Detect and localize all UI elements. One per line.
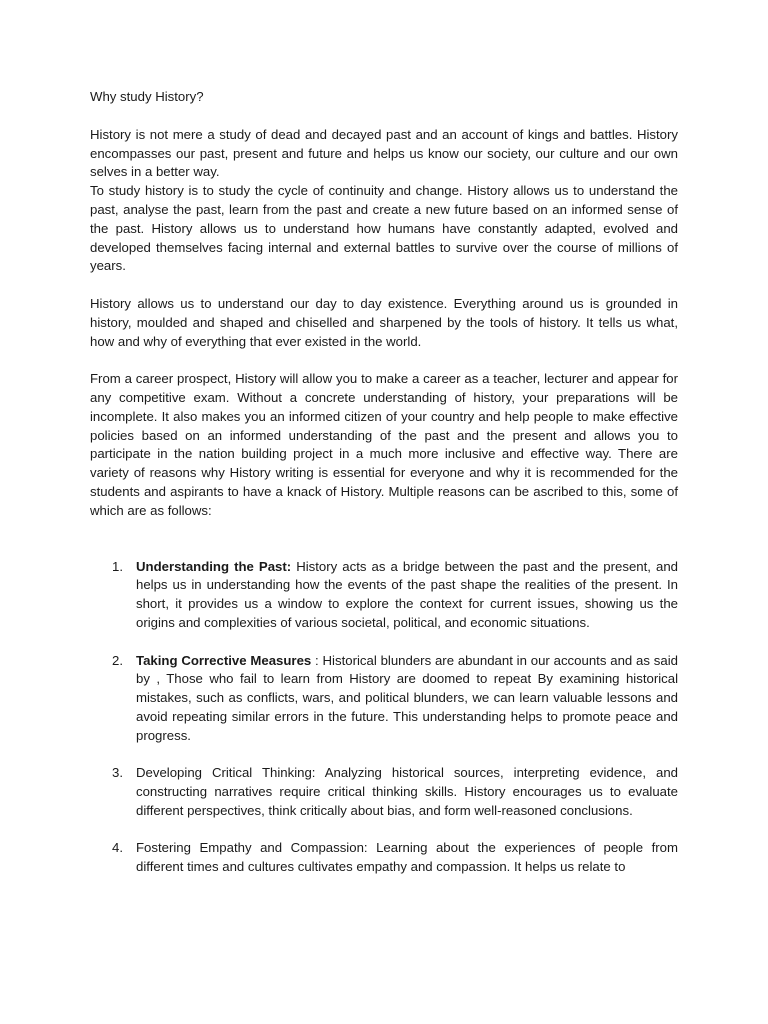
paragraph-spacer bbox=[90, 276, 678, 295]
list-number: 3. bbox=[112, 765, 123, 781]
paragraph-spacer bbox=[90, 351, 678, 370]
list-item-text bbox=[136, 558, 678, 633]
list-number: 2. bbox=[112, 652, 123, 668]
list-item-body: Fostering Empathy and Compassion: Learning about the experiences of people from different times and cultures cultivates empathy and compassion. It helps us relate to bbox=[136, 840, 678, 875]
document-page bbox=[90, 88, 678, 896]
list-item-body: History acts as a bridge between the past and the present, and helps us in understanding how the events of the past shape the realities of the present. In short, it provides us a window to explore the context for current issues, showing us the origins and complexities of various societal, political, and economic situations. bbox=[136, 558, 678, 630]
list-item-text bbox=[136, 839, 678, 877]
list-number: 4. bbox=[112, 840, 123, 856]
list-item bbox=[90, 764, 678, 820]
list-item-text bbox=[136, 764, 678, 820]
list-item bbox=[90, 558, 678, 633]
document-title: Why study History? bbox=[90, 89, 204, 104]
list-item-body: Developing Critical Thinking: Analyzing historical sources, interpreting evidence, and constructing narratives require critical thinking skills. History encourages us to evaluate different perspectives, think critically about bias, and form well-reasoned conclusions. bbox=[136, 765, 678, 818]
list-item-heading: Understanding the Past: bbox=[136, 558, 292, 574]
list-spacer bbox=[90, 521, 678, 558]
list-item-heading: Taking Corrective Measures bbox=[136, 652, 312, 668]
list-item bbox=[90, 839, 678, 877]
continuity-paragraph: To study history is to study the cycle of continuity and change. History allows us to understand the past, analyse the past, learn from the past and create a new future based on an informed sense of the past. History allows us to understand how humans have constantly adapted, evolved and developed themselves facing internal and external battles to survive over the course of millions of years. bbox=[90, 183, 678, 274]
list-item bbox=[90, 652, 678, 746]
daily-existence-paragraph: History allows us to understand our day to day existence. Everything around us is grounded in history, moulded and shaped and chiselled and sharpened by the tools of history. It tells us what, how and why of everything that ever existed in the world. bbox=[90, 295, 678, 349]
reasons-list bbox=[90, 558, 678, 878]
list-item-body: : Historical blunders are abundant in our accounts and as said by , Those who fail to learn from History are doomed to repeat By examining historical mistakes, such as conflicts, wars, and political blunders, we can learn valuable lessons and avoid repeating similar errors in the future. This understanding helps to promote peace and progress. bbox=[136, 652, 678, 743]
list-number: 1. bbox=[112, 558, 123, 574]
list-item-text bbox=[136, 652, 678, 746]
career-paragraph: From a career prospect, History will allow you to make a career as a teacher, lecturer and appear for any competitive exam. Without a concrete understanding of history, your preparations will be incomplete. It also makes you an informed citizen of your country and help people to make effective policies based on an informed understanding of the past and the present and allows you to participate in the nation building project in a much more inclusive and effective way. There are variety of reasons why History writing is essential for everyone and why it is recommended for the students and aspirants to have a knack of History. Multiple reasons can be ascribed to this, some of which are as follows: bbox=[90, 371, 678, 518]
intro-paragraph: History is not mere a study of dead and decayed past and an account of kings and battles. History encompasses our past, present and future and helps us know our society, our culture and our own selves in a better way. bbox=[90, 126, 678, 180]
